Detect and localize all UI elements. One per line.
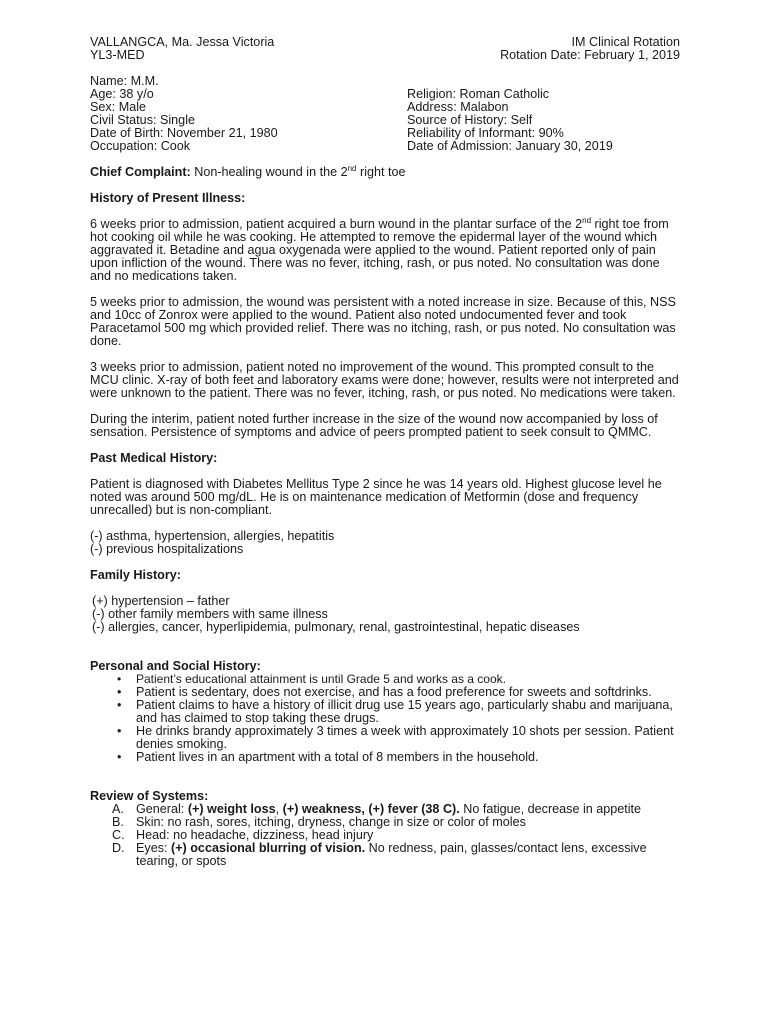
ros-a-bold-1: (+) weight loss: [187, 802, 276, 816]
ros-item-eyes: [90, 842, 680, 868]
chief-complaint-text-b: right toe: [356, 165, 406, 179]
fh-item-1: (+) hypertension – father: [92, 594, 230, 608]
header: [90, 36, 680, 62]
psh-item-text: Patient lives in an apartment with a total of 8 members in the household.: [136, 750, 539, 764]
pmh-negative-1: (-) asthma, hypertension, allergies, hepatitis: [90, 529, 335, 543]
hpi-p1-sup: nd: [582, 215, 592, 225]
hpi-paragraph-2: 5 weeks prior to admission, the wound was persistent with a noted increase in size. Because of this, NSS and 10cc of Zonrox were applied to the wound. Patient also noted undocumented fever and took Paracetamol 500 mg which provided relief. There was no itching, rash, or pus noted. No consultation was done.: [90, 295, 676, 348]
rotation-date: Rotation Date: February 1, 2019: [500, 48, 680, 62]
ros-d-pre: Eyes:: [136, 841, 171, 855]
patient-name: Name: M.M.: [90, 74, 159, 88]
header-right: [500, 36, 680, 62]
list-item: [90, 751, 680, 764]
ros-d-bold: (+) occasional blurring of vision.: [171, 841, 366, 855]
patient-age: Age: 38 y/o: [90, 87, 154, 101]
patient-info-left: [90, 75, 407, 153]
patient-info-right: [407, 75, 680, 153]
patient-occupation: Occupation: Cook: [90, 139, 191, 153]
hpi-paragraph-4: During the interim, patient noted further increase in the size of the wound now accompanied by loss of sensation. Persistence of symptoms and advice of peers prompted patient to seek consult to QMMC.: [90, 412, 658, 439]
ros-a-bold-2: (+) weakness, (+) fever (38 C).: [282, 802, 460, 816]
psh-item-text: Patient’s educational attainment is until Grade 5 and works as a cook.: [136, 672, 506, 686]
pmh-paragraph: Patient is diagnosed with Diabetes Mellitus Type 2 since he was 14 years old. Highest glucose level he noted was around 500 mg/dL. He is on maintenance medication of Metformin (dose and frequency unrecalled) but is non-compliant.: [90, 477, 662, 517]
fh-item-2: (-) other family members with same illness: [92, 607, 328, 621]
bullet-icon: •: [117, 685, 122, 699]
informant-reliability: Reliability of Informant: 90%: [407, 126, 564, 140]
bullet-icon: •: [117, 698, 122, 712]
bullet-icon: •: [117, 672, 122, 686]
patient-civil-status: Civil Status: Single: [90, 113, 195, 127]
ros-marker: D.: [112, 841, 125, 855]
ros-d-post: No redness, pain, glasses/contact lens, excessive tearing, or spots: [136, 841, 647, 868]
history-source: Source of History: Self: [407, 113, 533, 127]
psh-item-text: Patient claims to have a history of illicit drug use 15 years ago, particularly shabu and marijuana, and has claimed to stop taking these drugs.: [136, 698, 673, 725]
ros-a-pre: General:: [136, 802, 188, 816]
chief-complaint-text-a: Non-healing wound in the 2: [190, 165, 348, 179]
year-level: YL3-MED: [90, 48, 145, 62]
chief-complaint-label: Chief Complaint:: [90, 165, 191, 179]
bullet-icon: •: [117, 724, 122, 738]
hpi-paragraph-1: [90, 215, 680, 283]
ros-list: [90, 803, 680, 868]
rotation-title: IM Clinical Rotation: [571, 35, 680, 49]
list-item: [90, 725, 680, 751]
psh-item-text: Patient is sedentary, does not exercise, and has a food preference for sweets and softdrinks.: [136, 685, 652, 699]
pmh-negatives: [90, 530, 680, 556]
bullet-icon: •: [117, 750, 122, 764]
list-item: [90, 699, 680, 725]
psh-list: [90, 673, 680, 764]
fh-list: [90, 595, 680, 634]
ros-b-text: Skin: no rash, sores, itching, dryness, change in size or color of moles: [136, 815, 526, 829]
ros-a-mid: ,: [275, 802, 283, 816]
ros-c-text: Head: no headache, dizziness, head injury: [136, 828, 374, 842]
student-name: VALLANGCA, Ma. Jessa Victoria: [90, 35, 275, 49]
patient-religion: Religion: Roman Catholic: [407, 87, 550, 101]
patient-dob: Date of Birth: November 21, 1980: [90, 126, 278, 140]
ros-a-post: No fatigue, decrease in appetite: [459, 802, 642, 816]
hpi-p1-a: 6 weeks prior to admission, patient acquired a burn wound in the plantar surface of the 2: [90, 217, 583, 231]
patient-info: [90, 75, 680, 153]
patient-address: Address: Malabon: [407, 100, 509, 114]
ros-marker: B.: [112, 815, 124, 829]
header-left: [90, 36, 274, 62]
ros-title: Review of Systems:: [90, 789, 209, 803]
pmh-title: Past Medical History:: [90, 451, 218, 465]
hpi-paragraph-3: 3 weeks prior to admission, patient noted no improvement of the wound. This prompted consult to the MCU clinic. X-ray of both feet and laboratory exams were done; however, results were not interpreted and were unknown to the patient. There was no fever, itching, rash, or pus noted. No medications were taken.: [90, 360, 679, 400]
ros-marker: C.: [112, 828, 125, 842]
pmh-negative-2: (-) previous hospitalizations: [90, 542, 244, 556]
psh-item-text: He drinks brandy approximately 3 times a week with approximately 10 shots per session. Patient denies smoking.: [136, 724, 674, 751]
chief-complaint: [90, 163, 680, 179]
ros-marker: A.: [112, 802, 124, 816]
patient-sex: Sex: Male: [90, 100, 146, 114]
fh-title: Family History:: [90, 568, 181, 582]
hpi-title: History of Present Illness:: [90, 191, 246, 205]
fh-item-3: (-) allergies, cancer, hyperlipidemia, pulmonary, renal, gastrointestinal, hepatic diseases: [92, 620, 580, 634]
document-page: [90, 36, 680, 868]
admission-date: Date of Admission: January 30, 2019: [407, 139, 613, 153]
hpi-p1-b: right toe from hot cooking oil while he was cooking. He attempted to remove the epidermal layer of the wound which aggravated it. Betadine and agua oxygenada were applied to the wound. Patient reported only of pain upon infliction of the wound. There was no fever, itching, rash, or pus noted. No consultation was done and no medications taken.: [90, 217, 669, 283]
psh-title: Personal and Social History:: [90, 659, 261, 673]
chief-complaint-sup: nd: [347, 163, 357, 173]
